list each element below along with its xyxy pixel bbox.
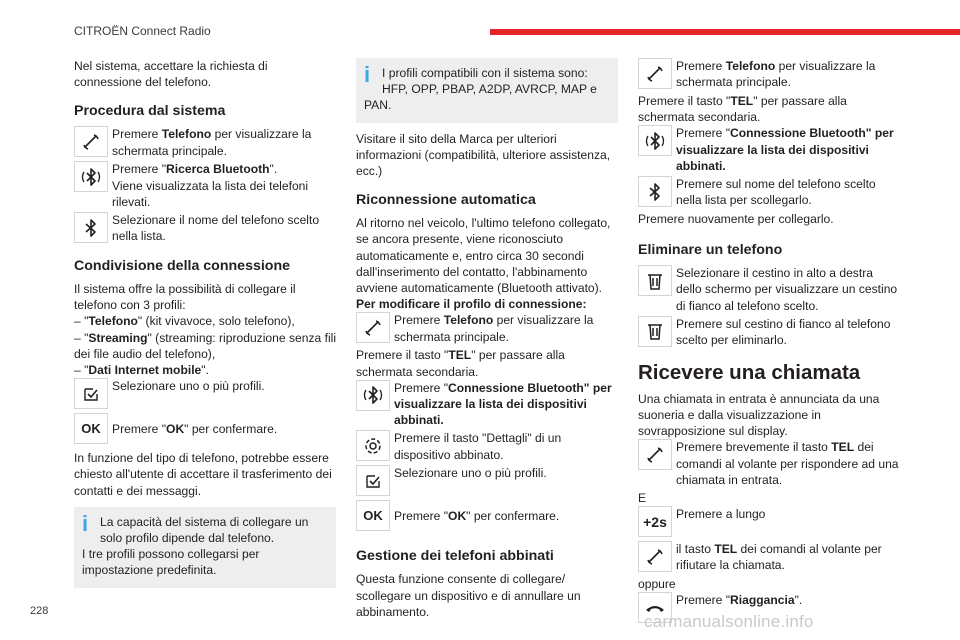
step-select-profiles: Selezionare uno o più profili. [356,465,618,498]
long-press-icon: +2s [638,506,672,537]
ok-icon: OK [74,413,108,444]
tipo-telefono-text: In funzione del tipo di telefono, potrebbe essere chiesto all'utente di accettare il trasferimento dei contatti e dei messaggi. [74,451,332,498]
step-select-profiles: Selezionare uno o più profili. [74,378,336,411]
oppure-text: oppure [638,577,676,592]
tel-text: Premere il tasto "TEL" per passare alla schermata secondaria. [638,94,847,125]
bluetooth-search-icon [356,380,390,411]
step-select-phone: Selezionare il nome del telefono scelto nella lista. [74,212,336,245]
heading-gestione: Gestione dei telefoni abbinati [356,548,554,565]
trash-icon [638,265,672,296]
column-1 [74,58,336,596]
checkbox-icon [74,378,108,409]
phone-icon [638,58,672,89]
column-2 [356,58,618,620]
step-cestino-elimina: Premere sul cestino di fianco al telefono scelto per eliminarlo. [638,316,900,349]
checkbox-icon [356,465,390,496]
step-tel-breve: Premere brevemente il tasto TEL dei comandi al volante per rispondere ad una chiamata in entrata. [638,439,900,488]
step-telefono: Premere Telefono per visualizzare la schermata principale. [356,312,618,345]
ricevere-text: Una chiamata in entrata è annunciata da una suoneria e dalla visualizzazione in sovrapposizione sul display. [638,391,880,439]
step-premere-lungo: +2s Premere a lungo [638,506,900,539]
step-telefono: Premere Telefono per visualizzare la schermata principale. [638,58,900,91]
heading-eliminare: Eliminare un telefono [638,242,783,259]
riconnessione-text: Al ritorno nel veicolo, l'ultimo telefono collegato, se ancora presente, viene riconosciuto automaticamente e, entro circa 30 secondi dall'inserimento del contatto, l'abbinamento avviene automaticamente (Bluetooth attivato). [356,216,611,296]
running-header: CITROËN Connect Radio [74,24,211,38]
step-tel-rifiuta: il tasto TEL dei comandi al volante per rifiutare la chiamata. [638,541,900,574]
heading-riconnessione: Riconnessione automatica [356,192,536,209]
ok-icon: OK [356,500,390,531]
gestione-text: Questa funzione consente di collegare/ scollegare un dispositivo e di annullare un abbinamento. [356,572,581,619]
bluetooth-search-icon [638,125,672,156]
column-3 [638,58,900,627]
step-connessione-bluetooth: Premere "Connessione Bluetooth" per visualizzare la lista dei dispositivi abbinati. [638,125,900,174]
step-ricerca-bluetooth: Premere "Ricerca Bluetooth". Viene visualizzata la lista dei telefoni rilevati. [74,161,336,210]
bluetooth-icon [638,176,672,207]
step-cestino-alto: Selezionare il cestino in alto a destra dello schermo per visualizzare un cestino di fianco al telefono scelto. [638,265,900,314]
heading-procedura: Procedura dal sistema [74,103,226,120]
info-icon: i [82,510,89,536]
e-text: E [638,491,647,506]
step-dettagli: Premere il tasto "Dettagli" di un dispositivo abbinato. [356,430,618,463]
gear-icon [356,430,390,461]
info-note-profiles: i I profili compatibili con il sistema sono: HFP, OPP, PBAP, A2DP, AVRCP, MAP e PAN. [356,58,618,123]
phone-icon [638,541,672,572]
phone-icon [74,126,108,157]
heading-condivisione: Condivisione della connessione [74,258,291,275]
visitare-text: Visitare il sito della Marca per ulteriori informazioni (compatibilità, ulteriore assistenza, ecc.) [356,131,611,179]
profile-item-dati: – "Dati Internet mobile". [74,363,209,378]
ricollega-text: Premere nuovamente per collegarlo. [638,212,834,227]
step-riaggancia: Premere "Riaggancia". [638,592,900,625]
intro-text: Nel sistema, accettare la richiesta di connessione del telefono. [74,59,268,90]
step-scollega: Premere sul nome del telefono scelto nella lista per scollegarlo. [638,176,900,209]
profile-item-streaming: – "Streaming" (streaming: riproduzione senza fili dei file audio del telefono), [74,330,337,361]
phone-icon [638,439,672,470]
header-accent-bar [490,29,960,35]
heading-ricevere: Ricevere una chiamata [638,360,861,384]
watermark: carmanualsonline.info [644,612,814,631]
trash-icon [638,316,672,347]
tel-text: Premere il tasto "TEL" per passare alla schermata secondaria. [356,348,565,379]
step-connessione-bluetooth: Premere "Connessione Bluetooth" per visualizzare la lista dei dispositivi abbinati. [356,380,618,429]
per-modificare-label: Per modificare il profilo di connessione: [356,297,587,312]
page-number: 228 [30,605,49,617]
bluetooth-search-icon [74,161,108,192]
info-icon: i [364,62,371,87]
bluetooth-icon [74,212,108,243]
step-telefono: Premere Telefono per visualizzare la schermata principale. [74,126,336,159]
condivisione-intro: Il sistema offre la possibilità di collegare il telefono con 3 profili: [74,282,296,313]
profile-item-telefono: – "Telefono" (kit vivavoce, solo telefono), [74,314,295,329]
info-note: i La capacità del sistema di collegare un solo profilo dipende dal telefono. I tre profili possono collegarsi per impostazione predefinita. [74,507,336,588]
step-ok: OK Premere "OK" per confermare. [74,413,336,446]
phone-icon [356,312,390,343]
step-ok: OK Premere "OK" per confermare. [356,500,618,533]
